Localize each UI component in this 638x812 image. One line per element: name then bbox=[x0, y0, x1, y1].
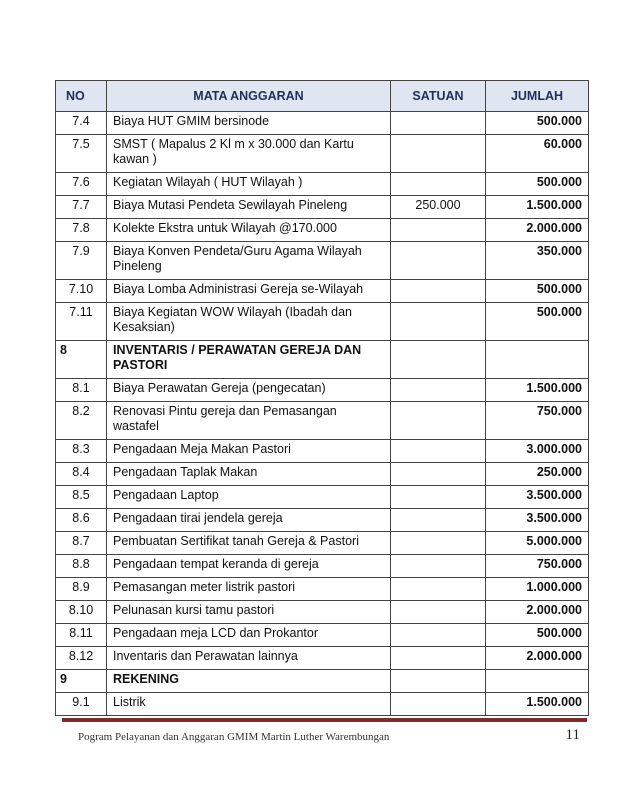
table-row bbox=[56, 486, 589, 509]
table-row bbox=[56, 112, 589, 135]
row-jumlah: 1.500.000 bbox=[486, 379, 589, 402]
row-no: 8.1 bbox=[56, 379, 107, 402]
row-mata-anggaran: Pengadaan Meja Makan Pastori bbox=[107, 440, 391, 463]
header-jumlah: JUMLAH bbox=[486, 81, 589, 112]
table-row bbox=[56, 532, 589, 555]
row-jumlah: 750.000 bbox=[486, 402, 589, 440]
row-jumlah: 500.000 bbox=[486, 173, 589, 196]
table-row bbox=[56, 578, 589, 601]
row-no: 8.9 bbox=[56, 578, 107, 601]
header-no: NO bbox=[56, 81, 107, 112]
row-jumlah: 500.000 bbox=[486, 112, 589, 135]
row-satuan bbox=[391, 509, 486, 532]
row-mata-anggaran: Biaya HUT GMIM bersinode bbox=[107, 112, 391, 135]
row-jumlah: 500.000 bbox=[486, 303, 589, 341]
row-mata-anggaran: Listrik bbox=[107, 693, 391, 716]
table-row bbox=[56, 509, 589, 532]
row-satuan bbox=[391, 135, 486, 173]
row-no: 7.10 bbox=[56, 280, 107, 303]
row-jumlah: 750.000 bbox=[486, 555, 589, 578]
footer-divider bbox=[62, 718, 587, 722]
row-no: 7.9 bbox=[56, 242, 107, 280]
row-mata-anggaran: Pengadaan Laptop bbox=[107, 486, 391, 509]
section-row bbox=[56, 341, 589, 379]
table-row bbox=[56, 379, 589, 402]
row-jumlah: 350.000 bbox=[486, 242, 589, 280]
section-title: INVENTARIS / PERAWATAN GEREJA DAN PASTORI bbox=[107, 341, 391, 379]
row-jumlah: 3.000.000 bbox=[486, 440, 589, 463]
row-no: 8.8 bbox=[56, 555, 107, 578]
row-mata-anggaran: Pengadaan Taplak Makan bbox=[107, 463, 391, 486]
row-satuan bbox=[391, 486, 486, 509]
table-row bbox=[56, 555, 589, 578]
row-mata-anggaran: Biaya Lomba Administrasi Gereja se-Wilayah bbox=[107, 280, 391, 303]
table-row bbox=[56, 280, 589, 303]
row-no: 8.3 bbox=[56, 440, 107, 463]
row-satuan bbox=[391, 219, 486, 242]
row-jumlah: 2.000.000 bbox=[486, 219, 589, 242]
row-mata-anggaran: Pembuatan Sertifikat tanah Gereja & Pastori bbox=[107, 532, 391, 555]
row-satuan: 250.000 bbox=[391, 196, 486, 219]
row-no: 8.10 bbox=[56, 601, 107, 624]
table-row bbox=[56, 624, 589, 647]
table-row bbox=[56, 463, 589, 486]
row-mata-anggaran: Kegiatan Wilayah ( HUT Wilayah ) bbox=[107, 173, 391, 196]
row-satuan bbox=[391, 601, 486, 624]
row-satuan bbox=[391, 112, 486, 135]
row-no: 8.6 bbox=[56, 509, 107, 532]
row-mata-anggaran: Pengadaan tempat keranda di gereja bbox=[107, 555, 391, 578]
row-jumlah bbox=[486, 670, 589, 693]
row-satuan bbox=[391, 280, 486, 303]
row-no: 8.7 bbox=[56, 532, 107, 555]
row-satuan bbox=[391, 379, 486, 402]
row-satuan bbox=[391, 578, 486, 601]
row-satuan bbox=[391, 555, 486, 578]
row-no: 7.4 bbox=[56, 112, 107, 135]
row-no: 7.11 bbox=[56, 303, 107, 341]
row-no: 8.5 bbox=[56, 486, 107, 509]
row-no: 8.11 bbox=[56, 624, 107, 647]
row-satuan bbox=[391, 670, 486, 693]
table-row bbox=[56, 242, 589, 280]
section-no: 9 bbox=[56, 670, 107, 693]
row-satuan bbox=[391, 532, 486, 555]
header-satuan: SATUAN bbox=[391, 81, 486, 112]
table-row bbox=[56, 402, 589, 440]
row-satuan bbox=[391, 440, 486, 463]
row-jumlah: 3.500.000 bbox=[486, 486, 589, 509]
row-mata-anggaran: Biaya Kegiatan WOW Wilayah (Ibadah dan Kesaksian) bbox=[107, 303, 391, 341]
row-mata-anggaran: Pengadaan meja LCD dan Prokantor bbox=[107, 624, 391, 647]
row-satuan bbox=[391, 624, 486, 647]
table-row bbox=[56, 601, 589, 624]
table-row bbox=[56, 440, 589, 463]
row-mata-anggaran: Renovasi Pintu gereja dan Pemasangan wastafel bbox=[107, 402, 391, 440]
table-row bbox=[56, 303, 589, 341]
row-no: 8.12 bbox=[56, 647, 107, 670]
row-satuan bbox=[391, 647, 486, 670]
row-jumlah: 2.000.000 bbox=[486, 647, 589, 670]
table-row bbox=[56, 647, 589, 670]
table-row bbox=[56, 219, 589, 242]
row-satuan bbox=[391, 402, 486, 440]
row-mata-anggaran: Kolekte Ekstra untuk Wilayah @170.000 bbox=[107, 219, 391, 242]
row-no: 7.8 bbox=[56, 219, 107, 242]
header-mata-anggaran: MATA ANGGARAN bbox=[107, 81, 391, 112]
row-mata-anggaran: Biaya Perawatan Gereja (pengecatan) bbox=[107, 379, 391, 402]
row-jumlah: 500.000 bbox=[486, 280, 589, 303]
row-jumlah bbox=[486, 341, 589, 379]
table-row bbox=[56, 693, 589, 716]
row-jumlah: 250.000 bbox=[486, 463, 589, 486]
row-satuan bbox=[391, 693, 486, 716]
row-mata-anggaran: SMST ( Mapalus 2 Kl m x 30.000 dan Kartu kawan ) bbox=[107, 135, 391, 173]
row-satuan bbox=[391, 341, 486, 379]
row-satuan bbox=[391, 242, 486, 280]
page-number: 11 bbox=[565, 727, 580, 743]
section-title: REKENING bbox=[107, 670, 391, 693]
row-jumlah: 60.000 bbox=[486, 135, 589, 173]
row-mata-anggaran: Pengadaan tirai jendela gereja bbox=[107, 509, 391, 532]
row-no: 7.7 bbox=[56, 196, 107, 219]
row-no: 8.2 bbox=[56, 402, 107, 440]
footer-text: Pogram Pelayanan dan Anggaran GMIM Martin Luther Warembungan bbox=[78, 731, 390, 743]
table-row bbox=[56, 173, 589, 196]
row-mata-anggaran: Pemasangan meter listrik pastori bbox=[107, 578, 391, 601]
section-no: 8 bbox=[56, 341, 107, 379]
row-jumlah: 500.000 bbox=[486, 624, 589, 647]
row-no: 7.6 bbox=[56, 173, 107, 196]
row-mata-anggaran: Biaya Mutasi Pendeta Sewilayah Pineleng bbox=[107, 196, 391, 219]
budget-table bbox=[55, 80, 589, 716]
section-row bbox=[56, 670, 589, 693]
row-satuan bbox=[391, 303, 486, 341]
table-row bbox=[56, 196, 589, 219]
row-mata-anggaran: Inventaris dan Perawatan lainnya bbox=[107, 647, 391, 670]
row-jumlah: 2.000.000 bbox=[486, 601, 589, 624]
row-jumlah: 1.500.000 bbox=[486, 693, 589, 716]
table-row bbox=[56, 135, 589, 173]
row-mata-anggaran: Biaya Konven Pendeta/Guru Agama Wilayah Pineleng bbox=[107, 242, 391, 280]
row-no: 9.1 bbox=[56, 693, 107, 716]
row-jumlah: 1.000.000 bbox=[486, 578, 589, 601]
row-mata-anggaran: Pelunasan kursi tamu pastori bbox=[107, 601, 391, 624]
row-no: 7.5 bbox=[56, 135, 107, 173]
row-jumlah: 5.000.000 bbox=[486, 532, 589, 555]
row-satuan bbox=[391, 173, 486, 196]
row-satuan bbox=[391, 463, 486, 486]
row-jumlah: 3.500.000 bbox=[486, 509, 589, 532]
row-jumlah: 1.500.000 bbox=[486, 196, 589, 219]
row-no: 8.4 bbox=[56, 463, 107, 486]
table-header-row bbox=[56, 81, 589, 112]
